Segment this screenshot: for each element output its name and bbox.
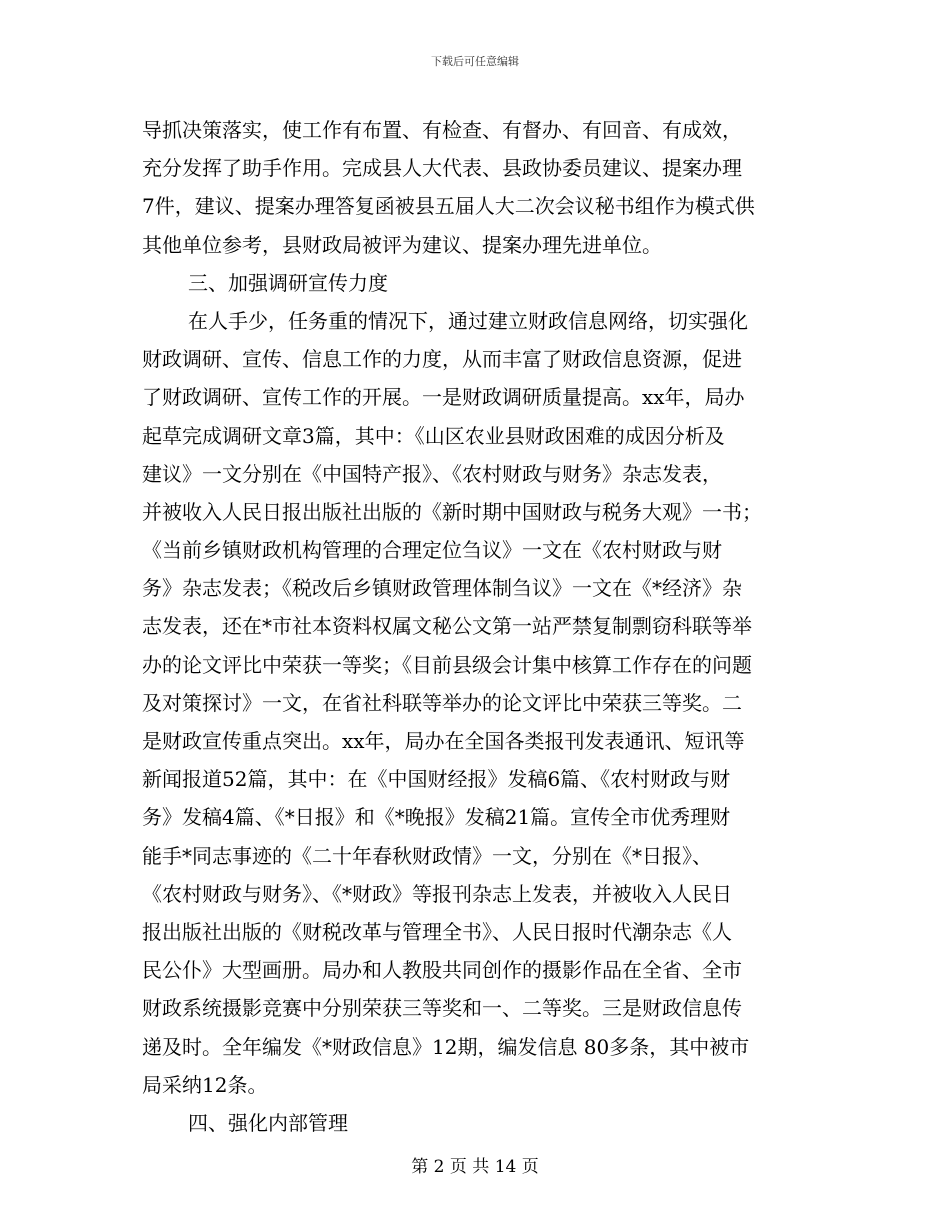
text-line: 财政调研、宣传、信息工作的力度，从而丰富了财政信息资源，促进 [142,347,742,372]
text-line: 能手*同志事迹的《二十年春秋财政情》一文，分别在《*日报》、 [142,843,712,868]
text-line: 是财政宣传重点突出。xx年，局办在全国各类报刊发表通讯、短讯等 [142,729,745,753]
text-line: 在人手少，任务重的情况下，通过建立财政信息网络，切实强化 [188,308,748,333]
text-line: 起草完成调研文章3篇，其中：《山区农业县财政困难的成因分析及 [142,423,725,448]
text-line: 新闻报道52篇，其中：在《中国财经报》发稿6篇、《农村财政与财 [142,767,731,792]
text-line: 7件，建议、提案办理答复函被县五届人大二次会议秘书组作为模式供 [142,194,755,219]
text-line: 务》杂志发表；《税改后乡镇财政管理体制刍议》一文在《*经济》杂 [142,576,742,601]
section-heading: 四、强化内部管理 [188,1110,348,1135]
text-line: 办的论文评比中荣获一等奖；《目前县级会计集中核算工作存在的问题 [142,652,752,677]
text-line: 了财政调研、宣传工作的开展。一是财政调研质量提高。xx年，局办 [142,385,745,410]
text-line: 导抓决策落实，使工作有布置、有检查、有督办、有回音、有成效， [142,118,742,142]
text-line: 《当前乡镇财政机构管理的合理定位刍议》一文在《农村财政与财 [142,538,722,563]
text-line: 志发表，还在*市社本资料权属文秘公文第一站严禁复制剽窃科联等举 [142,614,752,639]
text-line: 民公仆》大型画册。局办和人教股共同创作的摄影作品在全省、全市 [142,958,742,983]
document-body [142,111,822,1142]
text-line: 《农村财政与财务》、《*财政》等报刊杂志上发表，并被收入人民日 [142,881,732,906]
text-line: 并被收入人民日报出版社出版的《新时期中国财政与税务大观》一书； [142,499,762,524]
text-line: 其他单位参考，县财政局被评为建议、提案办理先进单位。 [142,232,662,257]
section-heading: 三、加强调研宣传力度 [188,270,388,295]
text-line: 充分发挥了助手作用。完成县人大代表、县政协委员建议、提案办理 [142,156,742,181]
text-line: 报出版社出版的《财税改革与管理全书》、人民日报时代潮杂志《人 [142,919,732,944]
text-line: 务》发稿4篇、《*日报》和《*晚报》发稿21篇。宣传全市优秀理财 [142,805,731,830]
text-line: 建议》一文分别在《中国特产报》、《农村财政与财务》杂志发表， [142,461,722,486]
text-line: 财政系统摄影竞赛中分别荣获三等奖和一、二等奖。三是财政信息传 [142,996,742,1021]
text-line: 局采纳12条。 [142,1072,268,1097]
page-number: 第 2 页 共 14 页 [411,1157,539,1177]
text-line: 及对策探讨》一文，在省社科联等举办的论文评比中荣获三等奖。二 [142,690,742,715]
page-header-note: 下载后可任意编辑 [431,55,519,68]
text-line: 递及时。全年编发《*财政信息》12期，编发信息 80多条，其中被市 [142,1034,750,1059]
